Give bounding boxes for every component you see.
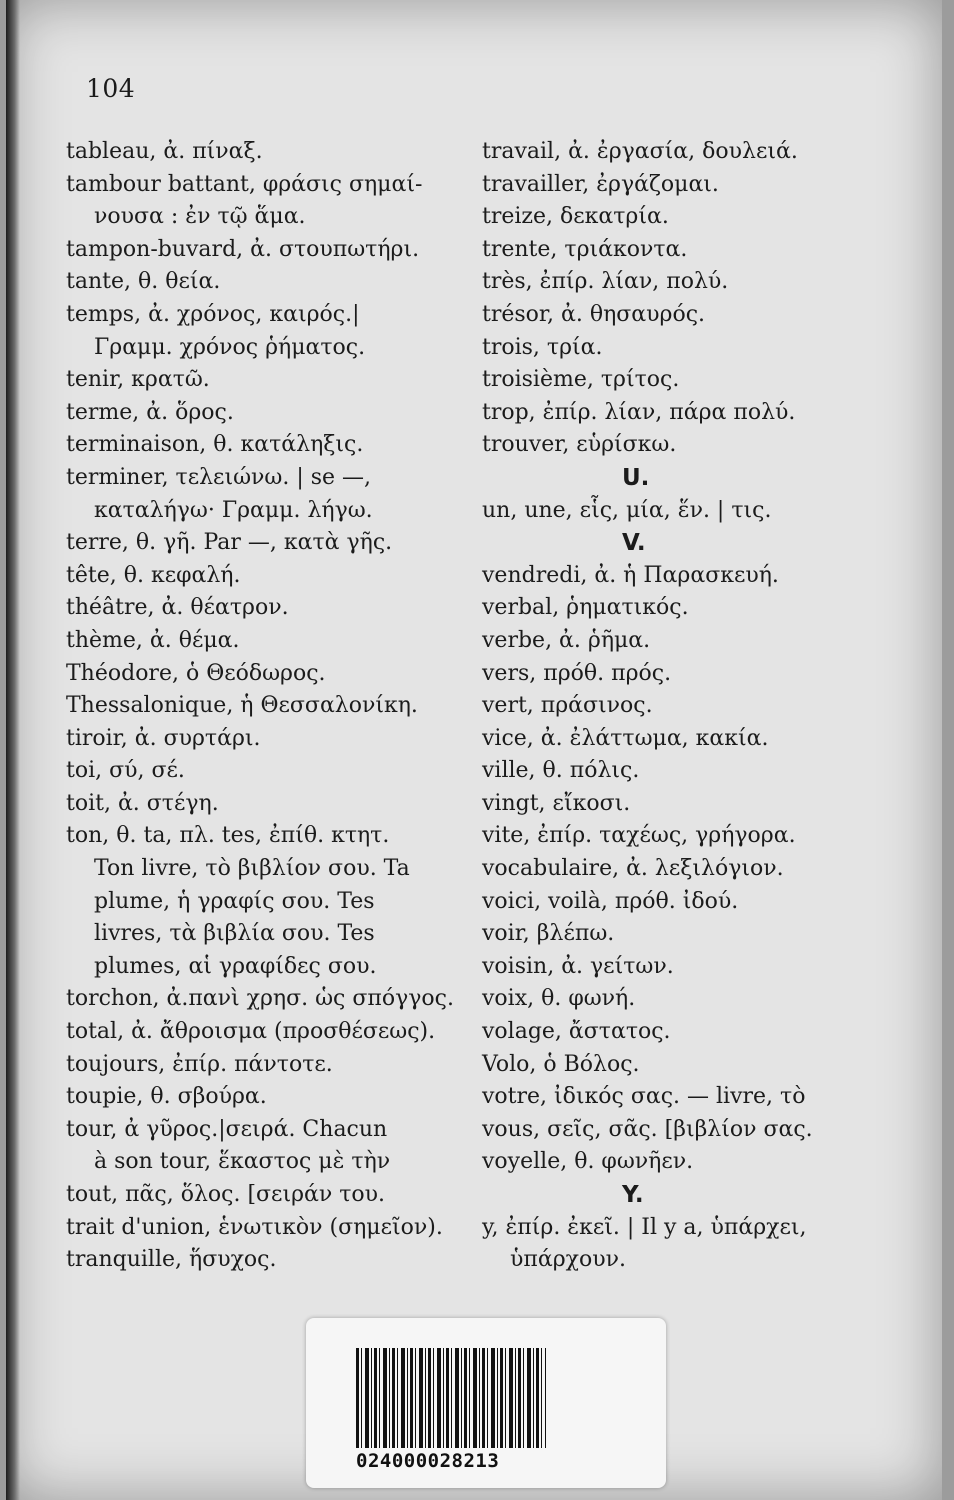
dictionary-entry: vous, σεῖς, σᾶς. [βιβλίον σας. (482, 1116, 813, 1142)
dictionary-entry: tête, θ. κεφαλή. (66, 562, 241, 588)
dictionary-entry: tableau, ἀ. πίναξ. (66, 139, 263, 164)
dictionary-entry: plumes, αἱ γραφίδες σου. (94, 953, 377, 979)
dictionary-entry: livres, τὰ βιβλία σου. Tes (94, 921, 375, 947)
dictionary-entry: torchon, ἀ.πανὶ χρησ. ὡς σπόγγος. (66, 986, 454, 1012)
dictionary-entry: Thessalonique, ἡ Θεσσαλονίκη. (66, 693, 418, 719)
barcode-number: 024000028213 (356, 1450, 500, 1472)
dictionary-entry: νουσα : ἐν τῷ ἅμα. (94, 204, 306, 230)
dictionary-entry: très, ἐπίρ. λίαν, πολύ. (482, 269, 729, 295)
dictionary-entry: voici, voilà, πρόθ. ἰδού. (482, 888, 739, 914)
barcode-icon (356, 1348, 546, 1448)
dictionary-entry: verbe, ἀ. ῥῆμα. (482, 627, 651, 653)
dictionary-entry: trente, τριάκοντα. (482, 236, 688, 262)
dictionary-entry: tiroir, ἀ. συρτάρι. (66, 725, 261, 751)
dictionary-entry: Ton livre, τὸ βιβλίον σου. Ta (94, 856, 410, 882)
dictionary-entry: vice, ἀ. ἐλάττωμα, κακία. (482, 725, 769, 751)
dictionary-entry: vert, πράσινος. (482, 693, 653, 719)
dictionary-entry: ton, θ. ta, πλ. tes, ἐπίθ. κτητ. (66, 823, 390, 849)
dictionary-entry: Volo, ὁ Βόλος. (482, 1051, 640, 1077)
dictionary-entry: théâtre, ἀ. θέατρον. (66, 595, 289, 621)
dictionary-entry: trésor, ἀ. θησαυρός. (482, 301, 706, 327)
dictionary-entry: toujours, ἐπίρ. πάντοτε. (66, 1051, 333, 1077)
dictionary-entry: καταλήγω· Γραμμ. λήγω. (94, 497, 373, 523)
dictionary-entry: tante, θ. θεία. (66, 269, 221, 295)
dictionary-entry: toi, σύ, σέ. (66, 758, 185, 784)
dictionary-entry: troisième, τρίτος. (482, 367, 680, 393)
dictionary-entry: verbal, ῥηματικός. (482, 595, 689, 621)
dictionary-entry: voyelle, θ. φωνῆεν. (482, 1149, 694, 1175)
dictionary-entry: thème, ἀ. θέμα. (66, 627, 240, 653)
dictionary-entry: vers, πρόθ. πρός. (482, 660, 672, 686)
dictionary-entry: Théodore, ὁ Θεόδωρος. (66, 660, 326, 686)
page-shadow-edge (6, 0, 20, 1500)
section-letter: U. (622, 464, 650, 491)
dictionary-entry: tour, ἀ γῦρος.|σειρά. Chacun (66, 1116, 388, 1142)
dictionary-entry: trouver, εὑρίσκω. (482, 432, 677, 458)
dictionary-entry: y, ἐπίρ. ἐκεῖ. | Il y a, ὑπάρχει, (482, 1214, 807, 1240)
dictionary-entry: tranquille, ἥσυχος. (66, 1247, 277, 1273)
dictionary-entry: vite, ἐπίρ. ταχέως, γρήγορα. (482, 823, 796, 849)
left-column (66, 136, 466, 1277)
barcode-label (306, 1318, 666, 1488)
dictionary-entry: un, une, εἷς, μία, ἕν. | τις. (482, 497, 772, 523)
dictionary-entry: plume, ἡ γραφίς σου. Tes (94, 888, 375, 914)
dictionary-entry: tampon-buvard, ἀ. στουπωτήρι. (66, 236, 420, 262)
dictionary-entry: votre, ἰδικός σας. — livre, τὸ (482, 1084, 806, 1110)
dictionary-entry: terminaison, θ. κατάληξις. (66, 432, 364, 458)
dictionary-entry: temps, ἀ. χρόνος, καιρός.| (66, 301, 360, 327)
dictionary-entry: toupie, θ. σβούρα. (66, 1084, 267, 1110)
dictionary-entry: treize, δεκατρία. (482, 204, 669, 230)
dictionary-entry: toit, ἀ. στέγη. (66, 790, 219, 816)
dictionary-entry: trop, ἐπίρ. λίαν, πάρα πολύ. (482, 399, 796, 425)
dictionary-entry: vocabulaire, ἀ. λεξιλόγιον. (482, 856, 784, 882)
dictionary-entry: terre, θ. γῆ. Par —, κατὰ γῆς. (66, 530, 393, 556)
right-column (482, 136, 842, 1277)
dictionary-entry: Γραμμ. χρόνος ῥήματος. (94, 334, 366, 360)
dictionary-entry: tout, πᾶς, ὅλος. [σειράν του. (66, 1182, 386, 1207)
dictionary-entry: trois, τρία. (482, 334, 603, 360)
dictionary-entry: travail, ἀ. ἐργασία, δουλειά. (482, 139, 798, 164)
book-page (6, 0, 942, 1500)
dictionary-entry: vingt, εἴκοσι. (482, 790, 631, 816)
dictionary-entry: à son tour, ἕκαστος μὲ τὴν (94, 1149, 391, 1175)
dictionary-entry: trait d'union, ἑνωτικὸν (σημεῖον). (66, 1214, 443, 1240)
dictionary-entry: travailler, ἐργάζομαι. (482, 171, 719, 197)
dictionary-entry: vendredi, ἀ. ἡ Παρασκευή. (482, 562, 779, 588)
dictionary-entry: terme, ἀ. ὅρος. (66, 399, 234, 425)
page-number: 104 (86, 74, 136, 103)
dictionary-entry: ὑπάρχουν. (510, 1247, 626, 1273)
dictionary-entry: ville, θ. πόλις. (482, 758, 640, 784)
dictionary-entry: tenir, κρατῶ. (66, 367, 210, 393)
dictionary-entry: voix, θ. φωνή. (482, 986, 636, 1012)
dictionary-entry: volage, ἄστατος. (482, 1019, 671, 1045)
section-letter: V. (622, 530, 646, 557)
dictionary-entry: terminer, τελειώνω. | se —, (66, 464, 372, 490)
section-letter: Y. (622, 1182, 644, 1208)
dictionary-entry: total, ἀ. ἄθροισμα (προσθέσεως). (66, 1019, 436, 1045)
dictionary-entry: tambour battant, φράσις σημαί- (66, 171, 423, 197)
dictionary-entry: voir, βλέπω. (482, 921, 615, 947)
dictionary-entry: voisin, ἀ. γείτων. (482, 953, 674, 979)
